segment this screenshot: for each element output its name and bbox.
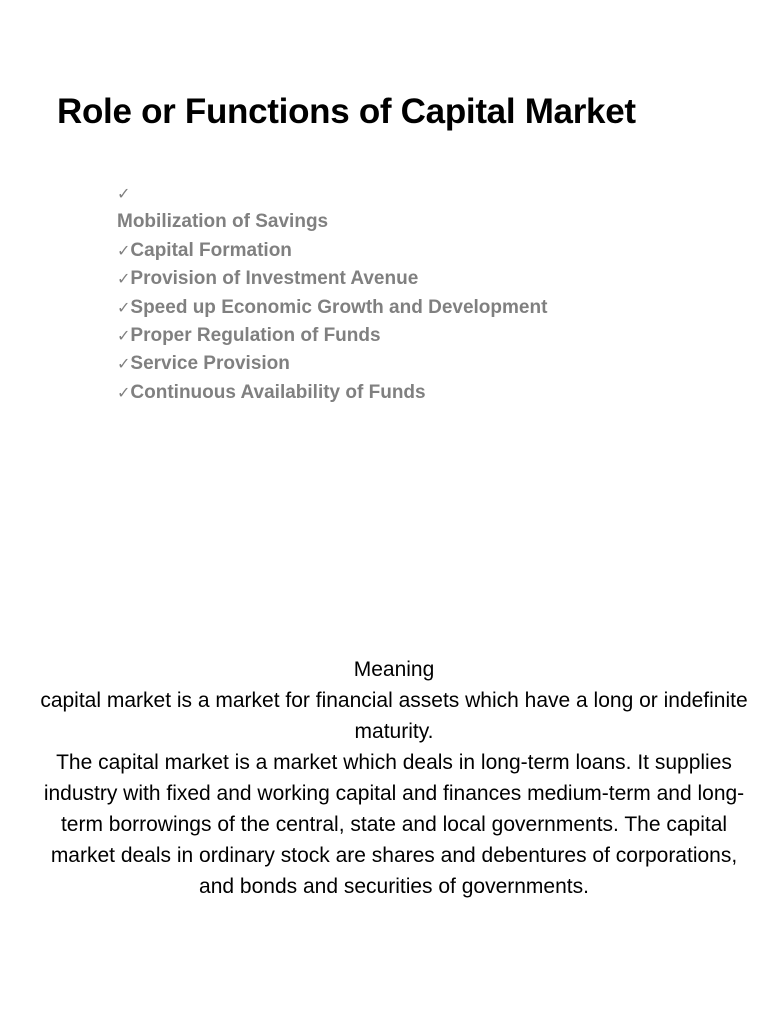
check-mark-icon: ✓ — [117, 354, 131, 374]
check-mark-icon: ✓ — [117, 382, 131, 402]
meaning-definition: capital market is a market for financial assets which have a long or indefinite maturity. — [40, 689, 748, 743]
function-item-label: Capital Formation — [130, 239, 292, 261]
function-item-speed-up-economic-growth — [117, 294, 737, 322]
function-item-proper-regulation-of-funds — [117, 322, 737, 350]
function-item-service-provision — [117, 350, 737, 378]
function-item-label: Continuous Availability of Funds — [130, 381, 426, 403]
function-item-mobilization-of-savings — [117, 180, 737, 237]
functions-list — [117, 180, 737, 407]
function-item-continuous-availability-of-funds — [117, 379, 737, 407]
function-item-label: Proper Regulation of Funds — [130, 325, 381, 347]
function-item-label: Provision of Investment Avenue — [130, 268, 419, 290]
function-item-capital-formation — [117, 237, 737, 265]
check-mark-icon: ✓ — [117, 269, 131, 289]
meaning-description: The capital market is a market which deals in long-term loans. It supplies industry with fixed and working capital and finances medium-term and long-term borrowings of the central, state and local governments. The capital market deals in ordinary stock are shares and debentures of corporations, and bonds and securities of governments. — [43, 751, 745, 898]
check-mark-icon: ✓ — [117, 240, 131, 260]
meaning-heading: Meaning — [353, 658, 435, 681]
check-mark-icon: ✓ — [117, 297, 131, 317]
meaning-section — [40, 654, 748, 902]
check-mark-icon: ✓ — [117, 184, 131, 203]
function-item-provision-of-investment-avenue — [117, 265, 737, 293]
check-mark-icon: ✓ — [117, 326, 131, 346]
function-item-label: Service Provision — [130, 353, 290, 375]
function-item-label: Speed up Economic Growth and Development — [130, 296, 548, 318]
slide-title: Role or Functions of Capital Market — [57, 92, 636, 131]
function-item-label: Mobilization of Savings — [117, 211, 329, 233]
